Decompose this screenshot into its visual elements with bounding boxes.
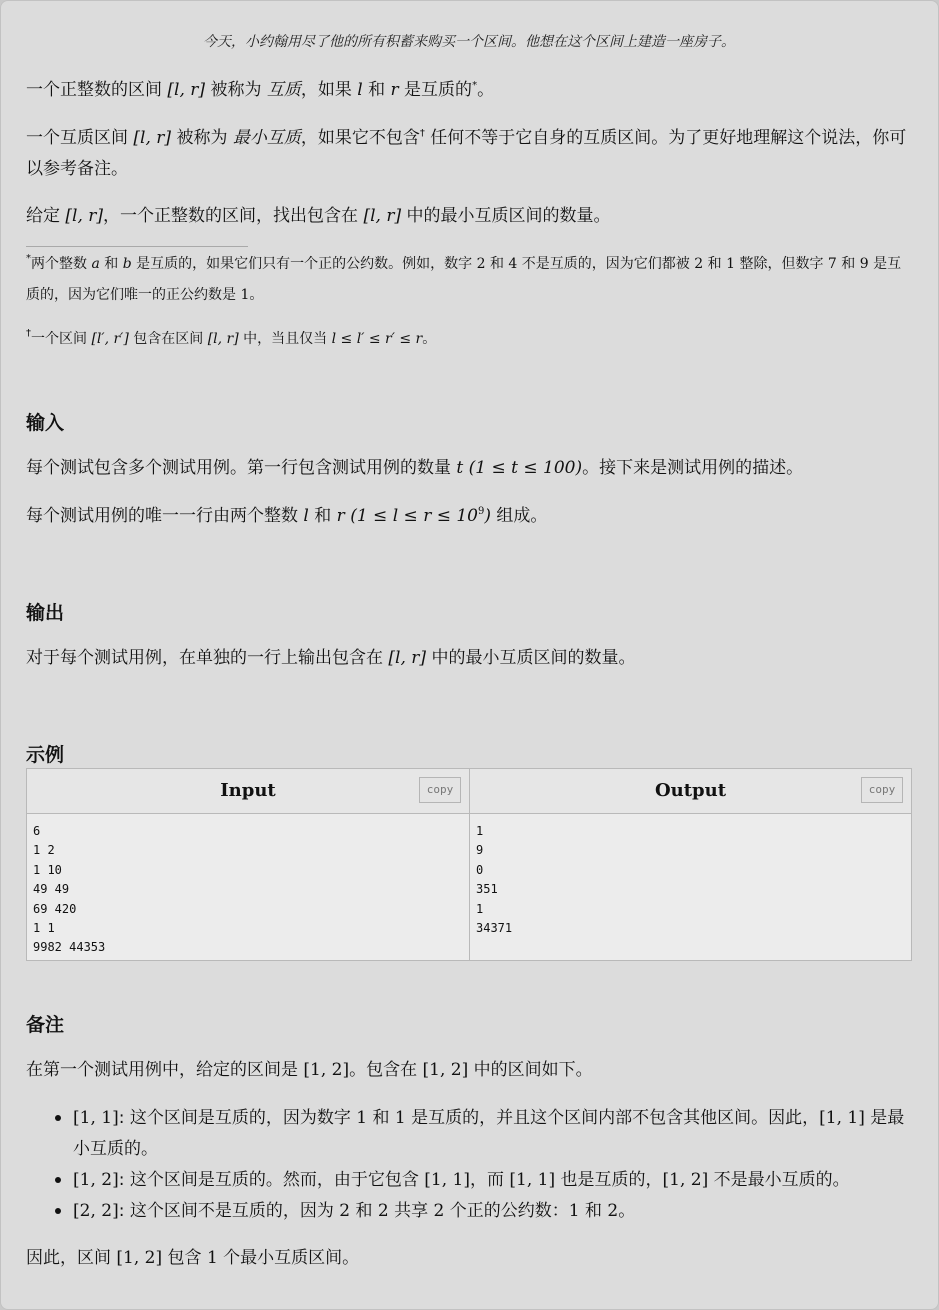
input-label: Input [220, 780, 276, 801]
math-number: 1 [240, 287, 250, 303]
footnote-mark: † [26, 328, 31, 339]
math-l: l [357, 80, 363, 100]
text: : 这个区间是互质的，因为数字 [118, 1108, 357, 1128]
text: 整除，但数字 [735, 256, 828, 272]
text: 不是互质的，因为它们都被 [517, 256, 695, 272]
bullet-icon [55, 1115, 61, 1121]
math-number: 2 [694, 256, 704, 272]
math-interval: [1, 2] [422, 1060, 469, 1080]
text: 中的区间如下。 [468, 1060, 593, 1080]
text: 和 [99, 256, 123, 272]
text: 每个测试用例的唯一一行由两个整数 [26, 506, 304, 526]
input-p1 [26, 453, 912, 484]
math-b: b [122, 256, 132, 272]
sample-test [26, 768, 912, 961]
statement-p1 [26, 75, 912, 106]
math-number: 2 [607, 1201, 619, 1221]
output-label: Output [654, 780, 727, 801]
text: 。 [477, 80, 495, 100]
footnote-mark: † [419, 128, 425, 139]
text: 一个互质区间 [26, 128, 134, 148]
math-interval: [1, 2] [73, 1170, 119, 1190]
text: ，一个正整数的区间，找出包含在 [103, 206, 364, 226]
math-exponent: 9 [478, 506, 485, 517]
math-number: 2 [339, 1201, 351, 1221]
term-minimal-coprime: 最小互质 [232, 128, 301, 148]
text: 给定 [26, 206, 66, 226]
term-coprime: 互质 [266, 80, 301, 100]
text: 和 [703, 256, 727, 272]
math-interval: [1, 2] [303, 1060, 350, 1080]
math-number: 2 [377, 1201, 389, 1221]
input-heading: 输入 [26, 412, 65, 434]
text: 对于每个测试用例，在单独的一行上输出包含在 [26, 648, 389, 668]
text: ，如果 [300, 80, 358, 100]
math-interval: [l′, r′] [91, 331, 129, 347]
text: 中，当且仅当 [238, 331, 332, 347]
text: 是互质的，并且这个区间内部不包含其他区间。因此， [405, 1108, 820, 1128]
output-p1 [26, 643, 912, 674]
math-r: r [390, 80, 399, 100]
text: 是互质的，如果它们只有一个正的公约数。例如，数字 [131, 256, 477, 272]
sample-input [27, 769, 470, 960]
math-interval: [l, r] [363, 206, 402, 226]
input-p2 [26, 501, 912, 532]
text: 个最小互质区间。 [217, 1248, 360, 1268]
math-condition-end: ) [484, 506, 492, 526]
math-condition: (1 ≤ t ≤ 100) [468, 458, 583, 478]
footnote-divider [26, 246, 248, 247]
text: 。 [618, 1201, 636, 1221]
bullet-icon [55, 1208, 61, 1214]
math-interval: [l, r] [207, 331, 239, 347]
text: 中的最小互质区间的数量。 [401, 206, 611, 226]
text: 。 [249, 287, 264, 303]
text: 不是最小互质的。 [708, 1170, 850, 1190]
math-a: a [91, 256, 100, 272]
text: 组成。 [491, 506, 548, 526]
sample-input-text: 6 1 2 1 10 49 49 69 420 1 1 9982 44353 [33, 824, 106, 955]
math-interval: [l, r] [167, 80, 206, 100]
text: 在第一个测试用例中，给定的区间是 [26, 1060, 304, 1080]
notes-heading: 备注 [26, 1014, 65, 1036]
text: 和 [367, 1108, 395, 1128]
math-condition: (1 ≤ l ≤ r ≤ 10 [350, 506, 479, 526]
math-number: 1 [394, 1108, 406, 1128]
text: ，如果它不包含 [300, 128, 420, 148]
footnote-1 [26, 249, 912, 311]
math-number: 9 [859, 256, 869, 272]
text: 也是互质的， [555, 1170, 663, 1190]
text: 是最小互质的。 [73, 1108, 905, 1159]
math-number: 1 [726, 256, 735, 272]
text: 和 [836, 256, 860, 272]
text: 被称为 [171, 128, 233, 148]
math-interval: [l, r] [65, 206, 104, 226]
sample-output [470, 769, 911, 960]
statement-p2 [26, 123, 912, 185]
statement-p3 [26, 201, 912, 232]
text: 。 [422, 331, 437, 347]
text: 被称为 [205, 80, 267, 100]
math-interval: [1, 2] [116, 1248, 163, 1268]
text: 一个正整数的区间 [26, 80, 168, 100]
math-interval: [l, r] [133, 128, 172, 148]
math-interval: [1, 1] [73, 1108, 119, 1128]
text: 个正的公约数： [444, 1201, 569, 1221]
text: 两个整数 [31, 256, 92, 272]
legend: 今天，小约翰用尽了他的所有积蓄来购买一个区间。他想在这个区间上建造一座房子。 [203, 34, 735, 50]
footnote-2 [26, 324, 912, 355]
math-condition: l ≤ l′ ≤ r′ ≤ r [331, 331, 423, 347]
text: 任何不等于它自身的互质区间。为了更好地理解这个说法，你可以参考备注。 [26, 128, 907, 179]
text: 因此，区间 [26, 1248, 117, 1268]
text: : 这个区间是互质的。然而，由于它包含 [118, 1170, 425, 1190]
text: ，而 [469, 1170, 510, 1190]
text: 是互质的，因为它们唯一的正公约数是 [26, 256, 902, 303]
text: 中的最小互质区间的数量。 [426, 648, 636, 668]
list-item [26, 1196, 912, 1227]
text: 和 [350, 1201, 378, 1221]
text: 包含 [162, 1248, 207, 1268]
text: 和 [579, 1201, 608, 1221]
math-number: 1 [206, 1248, 218, 1268]
output-heading: 输出 [26, 602, 65, 624]
math-interval: [1, 1] [819, 1108, 865, 1128]
copy-output-button[interactable]: copy [861, 777, 903, 803]
math-interval: [1, 1] [509, 1170, 556, 1190]
math-interval: [l, r] [388, 648, 427, 668]
notes-conclusion [26, 1243, 912, 1274]
text: 和 [362, 80, 391, 100]
text: 。包含在 [349, 1060, 423, 1080]
math-interval: [1, 1] [424, 1170, 470, 1190]
text: 是互质的 [398, 80, 473, 100]
example-heading: 示例 [26, 744, 65, 766]
notes-p1 [26, 1055, 912, 1086]
text: 共享 [388, 1201, 434, 1221]
sample-output-header [470, 769, 911, 814]
list-item [26, 1165, 912, 1196]
footnote-mark: * [26, 253, 31, 264]
math-t: t [456, 458, 464, 478]
math-number: 2 [433, 1201, 445, 1221]
bullet-icon [55, 1177, 61, 1183]
math-number: 2 [476, 256, 486, 272]
math-interval: [2, 2] [73, 1201, 119, 1221]
math-number: 1 [568, 1201, 580, 1221]
text: 和 [485, 256, 509, 272]
text: 一个区间 [31, 331, 92, 347]
text: 包含在区间 [128, 331, 208, 347]
math-number: 7 [827, 256, 837, 272]
sample-output-text: 1 9 0 351 1 34371 [476, 824, 513, 936]
list-item [26, 1103, 912, 1165]
text: 。接下来是测试用例的描述。 [582, 458, 804, 478]
text: : 这个区间不是互质的，因为 [118, 1201, 340, 1221]
math-l: l [303, 506, 309, 526]
math-number: 1 [356, 1108, 368, 1128]
notes-list [26, 1103, 912, 1227]
math-r: r [336, 506, 345, 526]
copy-input-button[interactable]: copy [419, 777, 461, 803]
math-interval: [1, 2] [662, 1170, 709, 1190]
footnote-mark: * [472, 80, 478, 91]
text: 每个测试包含多个测试用例。第一行包含测试用例的数量 [26, 458, 457, 478]
math-number: 4 [508, 256, 518, 272]
sample-input-header [27, 769, 469, 814]
text: 和 [308, 506, 337, 526]
